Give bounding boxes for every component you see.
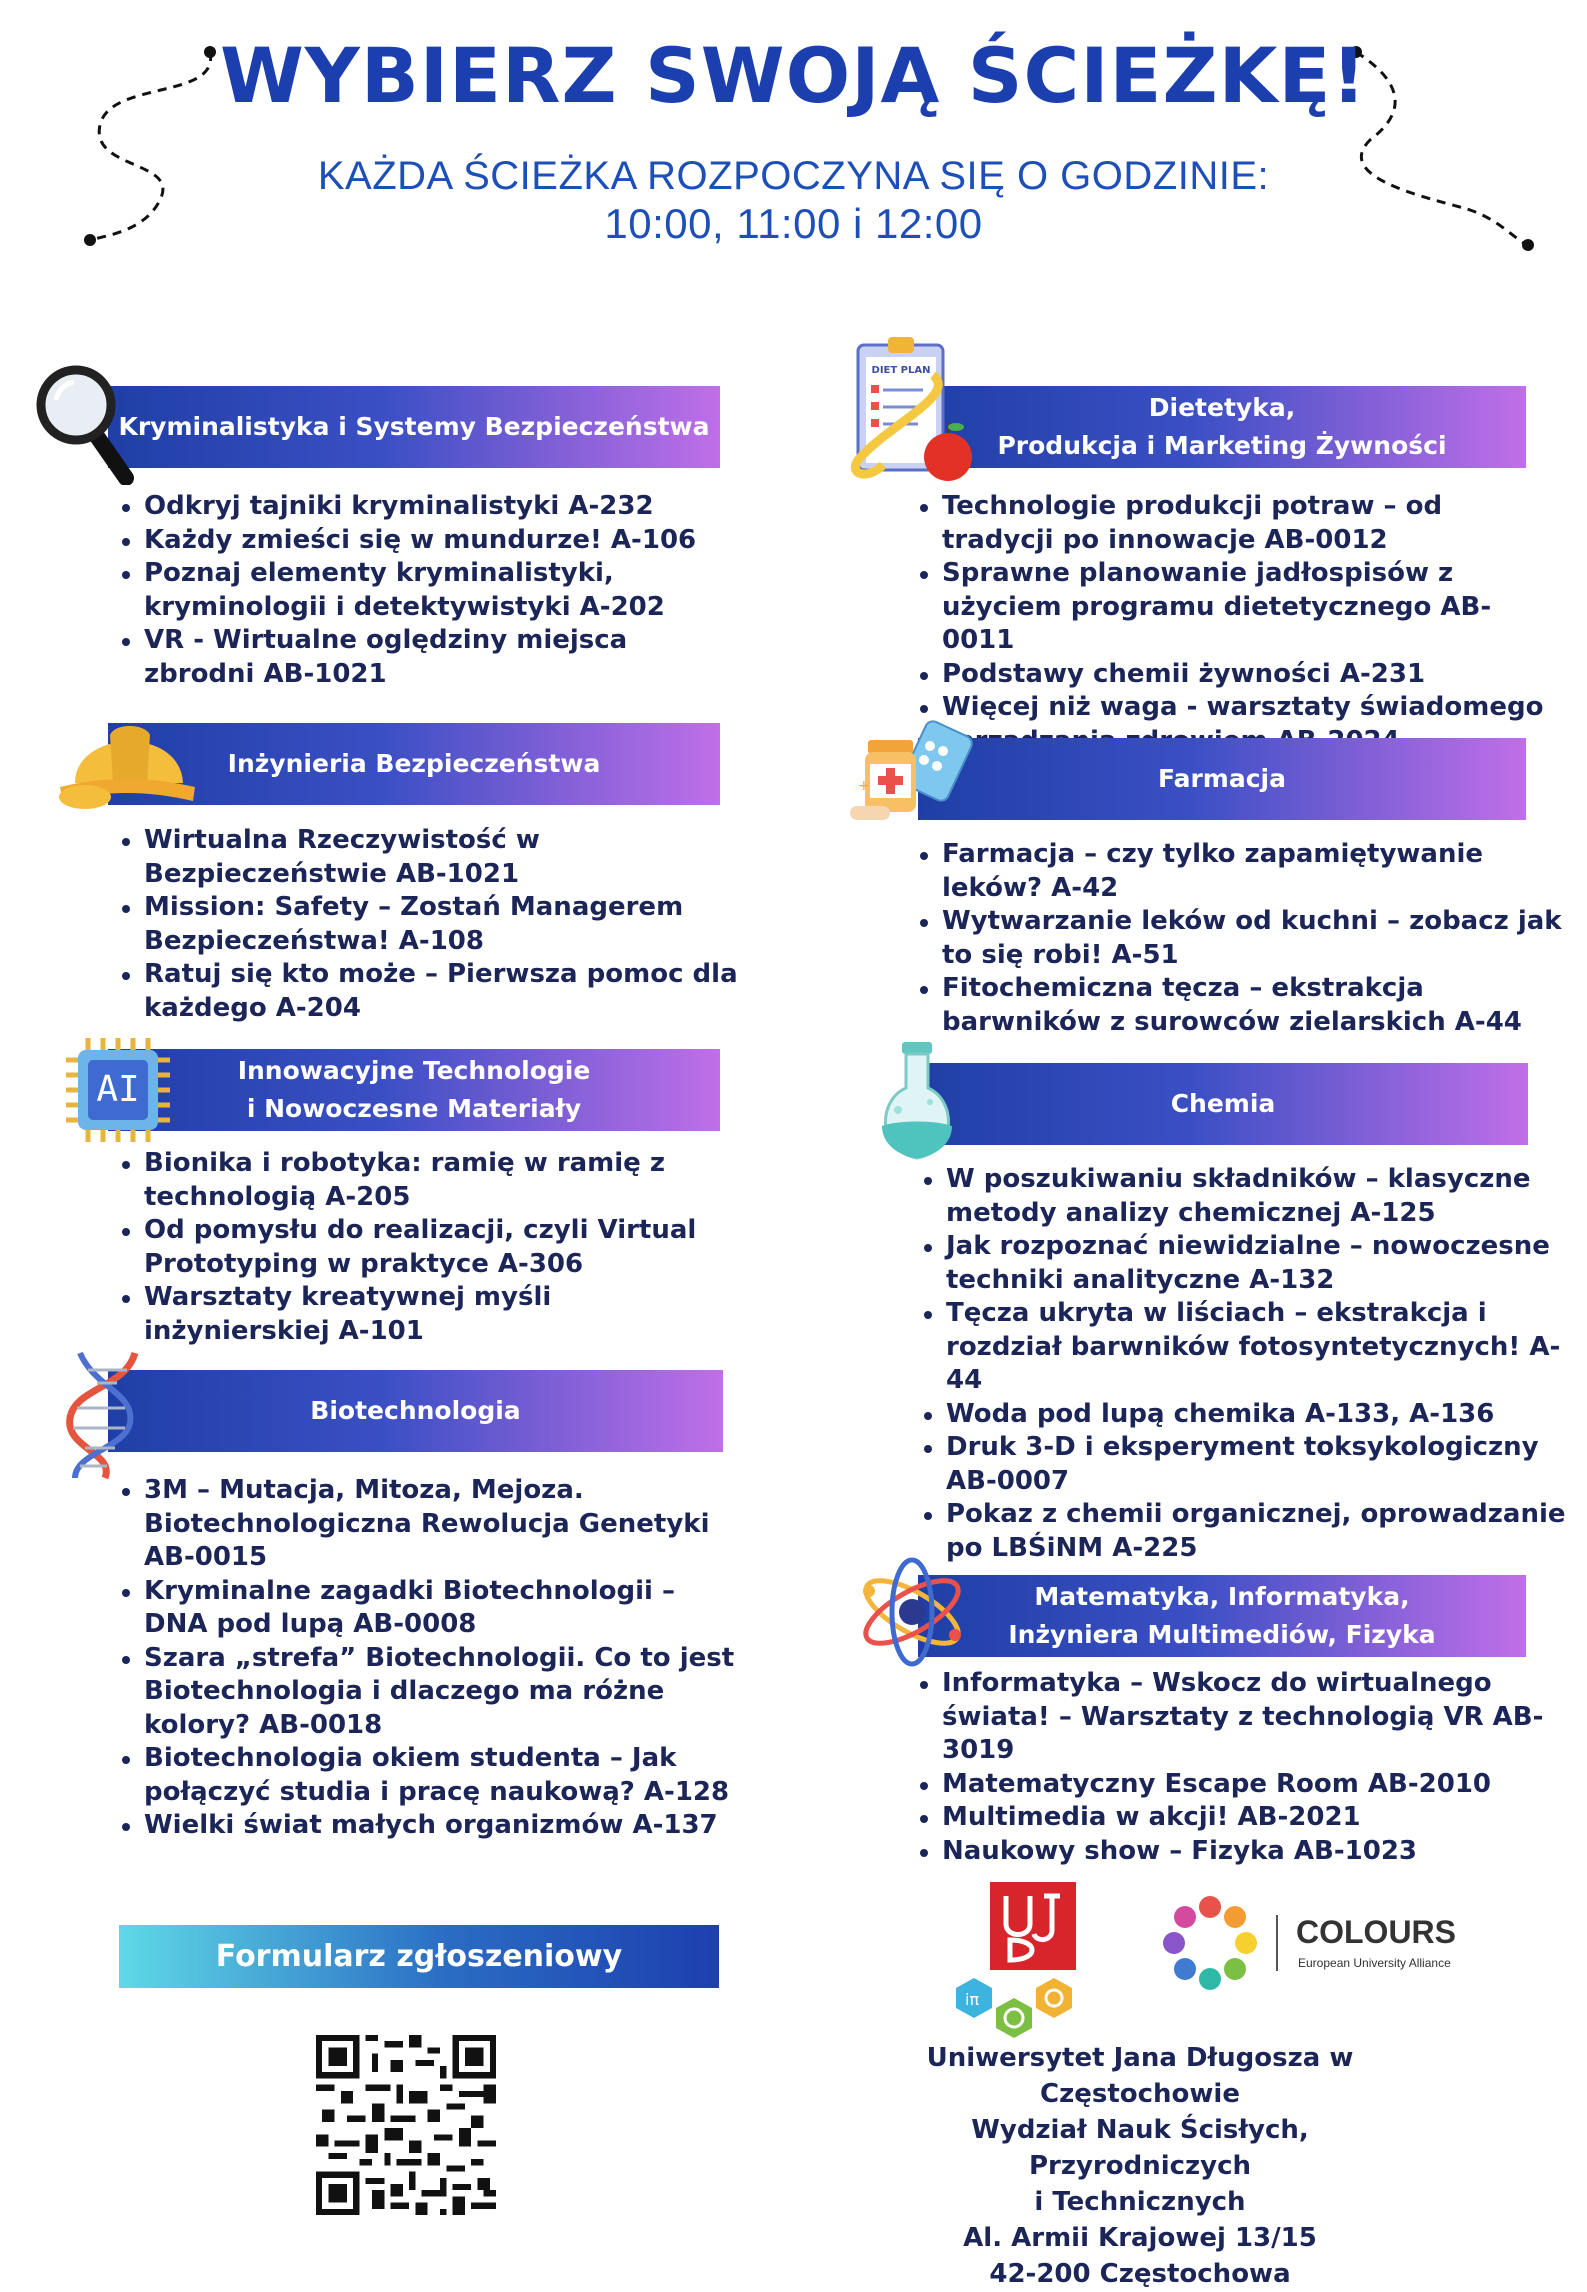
pills-medicine-icon <box>850 718 980 833</box>
section-header-biotechnologia <box>108 1370 723 1452</box>
list-biotechnologia <box>120 1474 744 1843</box>
logo-divider <box>1276 1915 1278 1971</box>
list-chemia <box>922 1163 1566 1565</box>
address-city: 42-200 Częstochowa <box>989 2259 1291 2289</box>
section-title-matematyka-line2: Inżyniera Multimediów, Fizyka <box>1008 1620 1436 1649</box>
list-item: Multimedia w akcji! AB-2021 <box>942 1801 1562 1835</box>
section-title-inzynieria: Inżynieria Bezpieczeństwa <box>227 749 601 778</box>
list-item: Informatyka – Wskocz do wirtualnego świata! – Warsztaty z technologią VR AB-3019 <box>942 1667 1562 1768</box>
section-title-matematyka-line1: Matematyka, Informatyka, <box>1034 1582 1410 1611</box>
list-farmacja <box>918 838 1562 1039</box>
list-item: Matematyczny Escape Room AB-2010 <box>942 1768 1562 1802</box>
address-street: Al. Armii Krajowej 13/15 <box>963 2223 1317 2253</box>
section-title-kryminalistyka: Kryminalistyka i Systemy Bezpieczeństwa <box>118 412 710 441</box>
section-header-innowacyjne <box>108 1049 720 1131</box>
list-item: Poznaj elementy kryminalistyki, kryminologii i detektywistyki A-202 <box>144 557 744 624</box>
section-title-farmacja: Farmacja <box>1158 764 1286 793</box>
list-item: Każdy zmieści się w mundurze! A-106 <box>144 524 744 558</box>
list-item: Biotechnologia okiem studenta – Jak połączyć studia i pracę naukową? A-128 <box>144 1742 744 1809</box>
list-item: Warsztaty kreatywnej myśli inżynierskiej A-101 <box>144 1281 744 1348</box>
qr-code-icon[interactable] <box>316 2035 496 2215</box>
ujd-university-logo <box>948 1880 1118 2050</box>
svg-text:+: + <box>858 778 870 794</box>
list-item: Wirtualna Rzeczywistość w Bezpieczeństwie AB-1021 <box>144 824 764 891</box>
section-header-dietetyka <box>918 386 1526 468</box>
schedule-subtitle-line1: KAŻDA ŚCIEŻKA ROZPOCZYNA SIĘ O GODZINIE: <box>317 154 1270 198</box>
address-faculty-line1: Wydział Nauk Ścisłych, Przyrodniczych <box>971 2115 1309 2181</box>
ai-chip-label: AI <box>96 1069 140 1110</box>
schedule-subtitle <box>0 152 1587 248</box>
list-inzynieria <box>120 824 764 1025</box>
list-item: Od pomysłu do realizacji, czyli Virtual Prototyping w praktyce A-306 <box>144 1214 744 1281</box>
address-faculty-line2: i Technicznych <box>1034 2187 1246 2217</box>
list-item: Podstawy chemii żywności A-231 <box>942 658 1562 692</box>
hard-hat-icon <box>55 705 200 815</box>
list-item: Druk 3-D i eksperyment toksykologiczny AB-0007 <box>946 1431 1566 1498</box>
section-header-chemia <box>918 1063 1528 1145</box>
list-item: Ratuj się kto może – Pierwsza pomoc dla każdego A-204 <box>144 958 764 1025</box>
section-title-innowacyjne-line1: Innowacyjne Technologie <box>237 1056 591 1085</box>
list-item: VR - Wirtualne oględziny miejsca zbrodni AB-1021 <box>144 624 744 691</box>
diet-plan-label: DIET PLAN <box>871 365 931 376</box>
university-address <box>860 2040 1420 2292</box>
list-item: Wytwarzanie leków od kuchni – zobacz jak to się robi! A-51 <box>942 905 1562 972</box>
section-title-biotechnologia: Biotechnologia <box>310 1396 521 1425</box>
atom-icon <box>855 1555 970 1670</box>
section-header-matematyka <box>918 1575 1526 1657</box>
list-item: Naukowy show – Fizyka AB-1023 <box>942 1835 1562 1869</box>
list-item: Mission: Safety – Zostań Managerem Bezpieczeństwa! A-108 <box>144 891 764 958</box>
list-item: Fitochemiczna tęcza – ekstrakcja barwników z surowców zielarskich A-44 <box>942 972 1562 1039</box>
list-item: Szara „strefa” Biotechnologii. Co to jest Biotechnologia i dlaczego ma różne kolory? AB-0018 <box>144 1642 744 1743</box>
dna-helix-icon <box>55 1348 155 1483</box>
section-header-farmacja <box>918 738 1526 820</box>
section-title-chemia: Chemia <box>1170 1089 1276 1118</box>
chemistry-flask-icon <box>868 1040 968 1170</box>
registration-form-button[interactable]: Formularz zgłoszeniowy <box>119 1925 719 1988</box>
list-kryminalistyka <box>120 490 744 691</box>
list-dietetyka <box>918 490 1562 758</box>
section-title-dietetyka-line1: Dietetyka, <box>1148 393 1296 422</box>
list-innowacyjne <box>120 1147 744 1348</box>
list-item: Wielki świat małych organizmów A-137 <box>144 1809 744 1843</box>
section-title-innowacyjne-line2: i Nowoczesne Materiały <box>246 1094 582 1123</box>
magnifying-glass-icon <box>34 360 134 485</box>
list-item: Woda pod lupą chemika A-133, A-136 <box>946 1398 1566 1432</box>
section-header-kryminalistyka <box>108 386 720 468</box>
list-item: Odkryj tajniki kryminalistyki A-232 <box>144 490 744 524</box>
list-item: Sprawne planowanie jadłospisów z użyciem programu dietetycznego AB-0011 <box>942 557 1562 658</box>
svg-text:iπ: iπ <box>965 1990 980 2009</box>
address-university: Uniwersytet Jana Długosza w Częstochowie <box>926 2043 1354 2109</box>
list-item: Farmacja – czy tylko zapamiętywanie leków? A-42 <box>942 838 1562 905</box>
list-item: Kryminalne zagadki Biotechnologii – DNA pod lupą AB-0008 <box>144 1575 744 1642</box>
section-title-dietetyka-line2: Produkcja i Marketing Żywności <box>997 431 1447 460</box>
list-item: Technologie produkcji potraw – od tradycji po innowacje AB-0012 <box>942 490 1562 557</box>
page-title: WYBIERZ SWOJĄ ŚCIEŻKĘ! <box>219 31 1368 120</box>
list-item: Bionika i robotyka: ramię w ramię z technologią A-205 <box>144 1147 744 1214</box>
colours-logo-name: COLOURS <box>1296 1914 1456 1950</box>
schedule-times: 10:00, 11:00 i 12:00 <box>604 200 983 247</box>
list-item: Więcej niż waga - warsztaty świadomego <box>942 691 1562 758</box>
list-item: W poszukiwaniu składników – klasyczne metody analizy chemicznej A-125 <box>946 1163 1566 1230</box>
list-item: Jak rozpoznać niewidzialne – nowoczesne techniki analityczne A-132 <box>946 1230 1566 1297</box>
diet-plan-clipboard-icon <box>838 335 978 485</box>
list-item: Pokaz z chemii organicznej, oprowadzanie po LBŚiNM A-225 <box>946 1498 1566 1565</box>
colours-flower-logo <box>1160 1893 1260 1993</box>
list-item: Tęcza ukryta w liściach – ekstrakcja i rozdział barwników fotosyntetycznych! A-44 <box>946 1297 1566 1398</box>
list-item: 3M – Mutacja, Mitoza, Mejoza. Biotechnologiczna Rewolucja Genetyki AB-0015 <box>144 1474 744 1575</box>
list-matematyka <box>918 1667 1562 1868</box>
colours-logo-subtitle: European University Alliance <box>1298 1956 1451 1970</box>
